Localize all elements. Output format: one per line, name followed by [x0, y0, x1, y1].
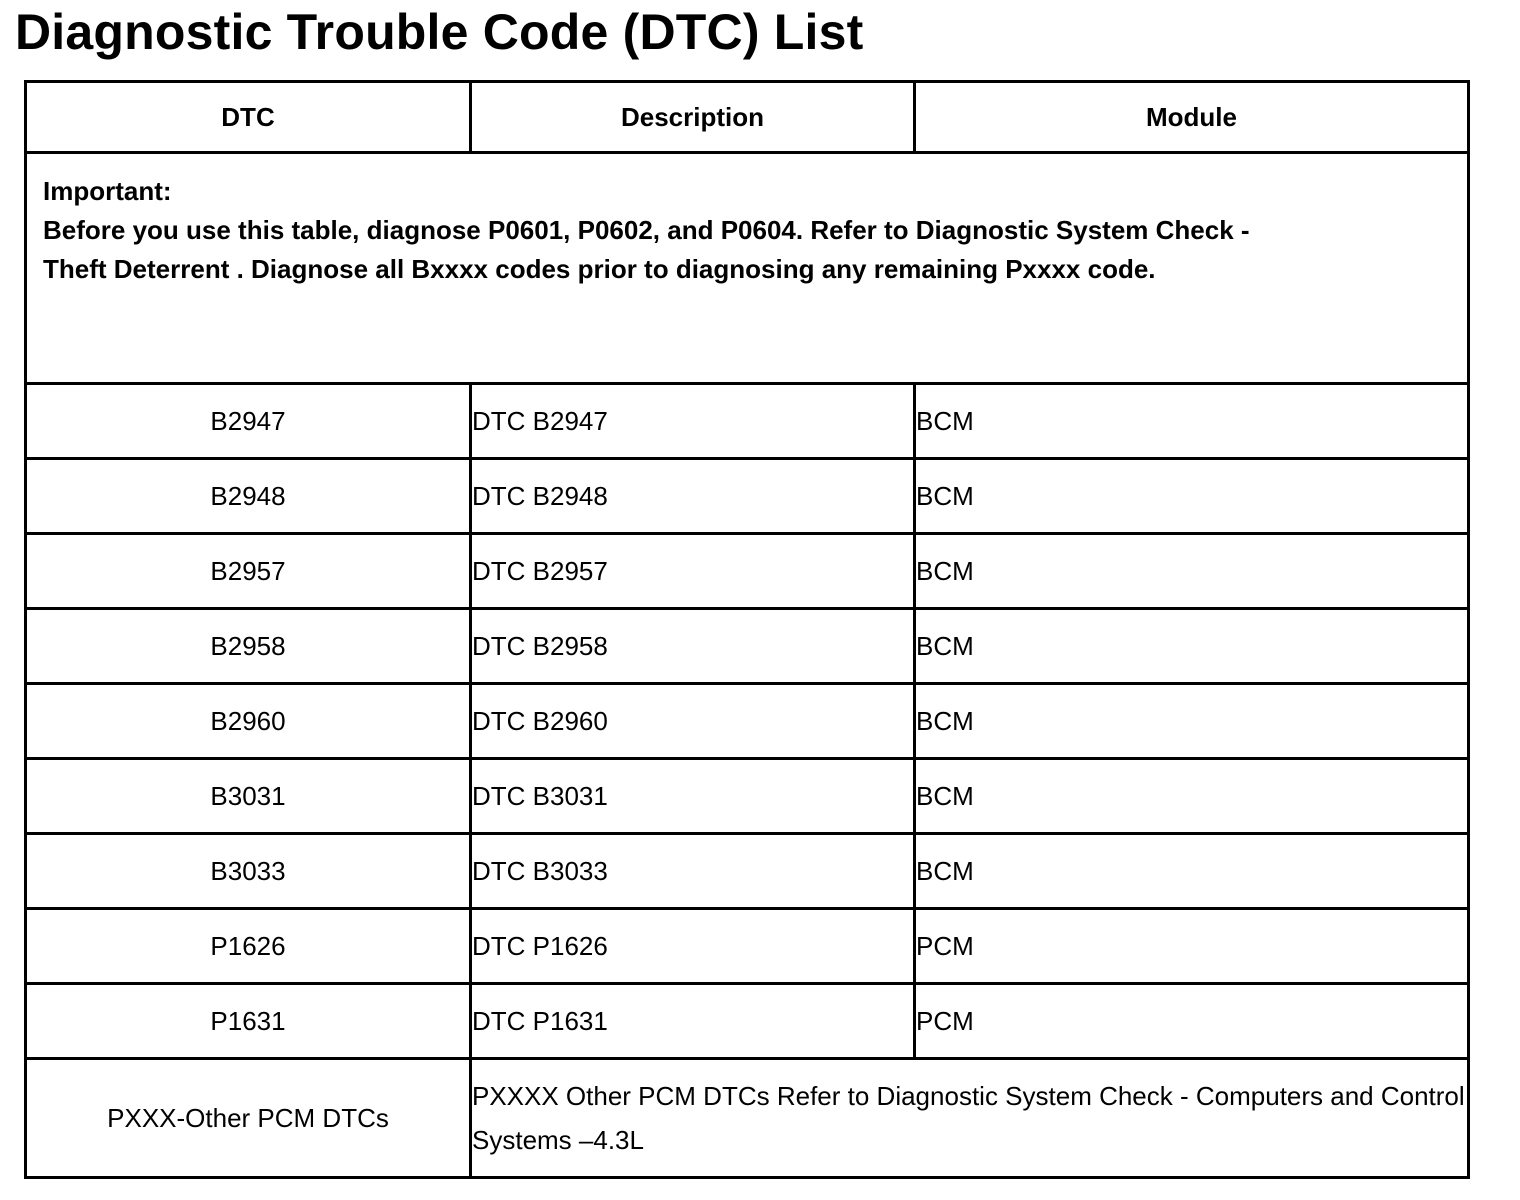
- header-row: [26, 82, 1469, 153]
- table-row: [26, 534, 1469, 609]
- header-dtc: DTC: [26, 82, 471, 153]
- header-module: Module: [915, 82, 1469, 153]
- other-pcm-row: [26, 1059, 1469, 1178]
- module-cell: BCM: [915, 834, 1469, 909]
- note-line-2: Theft Deterrent . Diagnose all Bxxxx codes prior to diagnosing any remaining Pxxxx code.: [43, 254, 1156, 284]
- dtc-table: [24, 80, 1470, 1179]
- description-cell: DTC B2948: [471, 459, 915, 534]
- other-description-cell: PXXXX Other PCM DTCs Refer to Diagnostic System Check - Computers and Control Systems –4.3L: [471, 1059, 1469, 1178]
- description-cell: DTC P1626: [471, 909, 915, 984]
- module-cell: BCM: [915, 609, 1469, 684]
- table-row: [26, 684, 1469, 759]
- module-cell: BCM: [915, 759, 1469, 834]
- module-cell: BCM: [915, 384, 1469, 459]
- dtc-cell: B2960: [26, 684, 471, 759]
- table-row: [26, 984, 1469, 1059]
- module-cell: BCM: [915, 534, 1469, 609]
- important-note-row: [26, 153, 1469, 384]
- table-row: [26, 834, 1469, 909]
- dtc-cell: PXXX-Other PCM DTCs: [26, 1059, 471, 1178]
- note-label: Important:: [43, 176, 172, 206]
- description-cell: DTC B2960: [471, 684, 915, 759]
- module-cell: PCM: [915, 984, 1469, 1059]
- dtc-cell: B2957: [26, 534, 471, 609]
- dtc-cell: B2958: [26, 609, 471, 684]
- dtc-cell: B2948: [26, 459, 471, 534]
- module-cell: PCM: [915, 909, 1469, 984]
- note-line-1: Before you use this table, diagnose P0601, P0602, and P0604. Refer to Diagnostic System Check -: [43, 215, 1250, 245]
- module-cell: BCM: [915, 459, 1469, 534]
- header-description: Description: [471, 82, 915, 153]
- description-cell: DTC B3031: [471, 759, 915, 834]
- description-cell: DTC P1631: [471, 984, 915, 1059]
- module-cell: BCM: [915, 684, 1469, 759]
- dtc-cell: B2947: [26, 384, 471, 459]
- table-row: [26, 384, 1469, 459]
- description-cell: DTC B3033: [471, 834, 915, 909]
- dtc-cell: P1626: [26, 909, 471, 984]
- dtc-cell: B3033: [26, 834, 471, 909]
- page-title: Diagnostic Trouble Code (DTC) List: [15, 4, 864, 60]
- dtc-cell: B3031: [26, 759, 471, 834]
- table-row: [26, 609, 1469, 684]
- table-row: [26, 909, 1469, 984]
- description-cell: DTC B2957: [471, 534, 915, 609]
- dtc-cell: P1631: [26, 984, 471, 1059]
- description-cell: DTC B2958: [471, 609, 915, 684]
- important-note: [26, 153, 1469, 384]
- table-row: [26, 459, 1469, 534]
- description-cell: DTC B2947: [471, 384, 915, 459]
- table-row: [26, 759, 1469, 834]
